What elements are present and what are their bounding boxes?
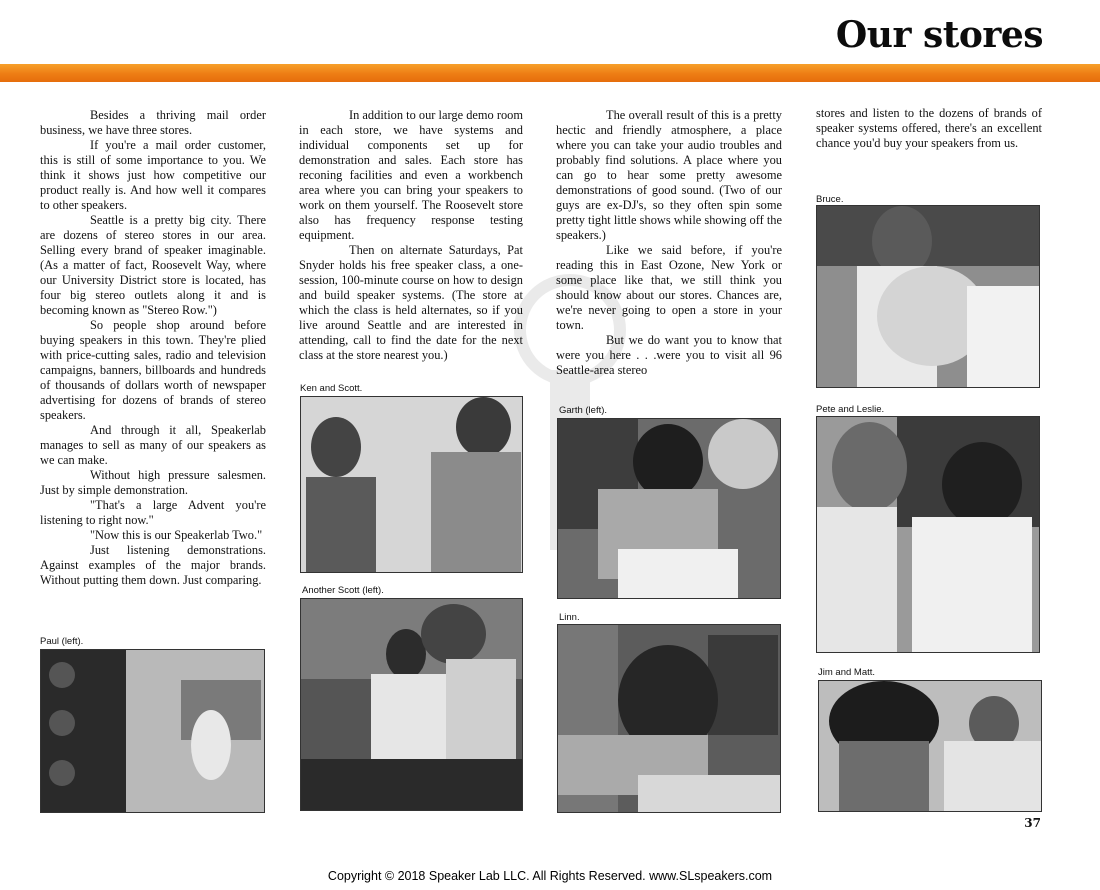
photo-ken-scott bbox=[300, 396, 523, 573]
paragraph: And through it all, Speakerlab manages to sell as many of our speakers as we can make. bbox=[40, 423, 266, 467]
paragraph: Seattle is a pretty big city. There are dozens of stereo stores in our area. Selling every brand of speaker imaginable. (As a matter of fact, Roosevelt Way, where our University District store is located, has four big stereo outlets along it and is becoming known as "Stereo Row.") bbox=[40, 213, 266, 317]
paragraph: Without high pressure salesmen. Just by simple demonstration. bbox=[40, 468, 266, 497]
photo-linn bbox=[557, 624, 781, 813]
caption-paul: Paul (left). bbox=[40, 636, 84, 647]
text-column-3 bbox=[556, 108, 782, 378]
paragraph: Besides a thriving mail order business, we have three stores. bbox=[40, 108, 266, 137]
photo-paul bbox=[40, 649, 265, 813]
orange-header-band bbox=[0, 64, 1100, 82]
paragraph: "Now this is our Speakerlab Two." bbox=[90, 528, 263, 542]
caption-jim-matt: Jim and Matt. bbox=[818, 667, 876, 678]
photo-bruce bbox=[816, 205, 1040, 388]
paragraph: So people shop around before buying speakers in this town. They're plied with price-cutting sales, radio and television campaigns, banners, billboards and hundreds of thousands of dollars worth of newspaper advertising for dozens of brands of stereo speakers. bbox=[40, 318, 266, 422]
paragraph: "That's a large Advent you're listening to right now." bbox=[40, 498, 266, 527]
paragraph: Like we said before, if you're reading this in East Ozone, New York or some place like that, we still think you should know about our stores. Chances are, we're never going to open a store in your town. bbox=[556, 243, 782, 332]
paragraph: If you're a mail order customer, this is still of some importance to you. We think it shows just how competitive our product really is. And how well it compares to other speakers. bbox=[40, 138, 266, 212]
text-column-2 bbox=[299, 108, 523, 363]
copyright-footer: Copyright © 2018 Speaker Lab LLC. All Rights Reserved. www.SLspeakers.com bbox=[327, 869, 773, 883]
paragraph: The overall result of this is a pretty hectic and friendly atmosphere, a place where you can take your audio troubles and probably find solutions. A place where you can go to hear some pretty awesome demonstrations of good sound. (Two of our guys are ex-DJ's, so they often spin some pretty tight little shows while showing off the speakers.) bbox=[556, 108, 782, 242]
paragraph: In addition to our large demo room in each store, we have systems and individual components set up for demonstration and sales. Each store has reconing facilities and even a workbench area where you can bring your speakers to work on them yourself. The Roosevelt store also has frequency response testing equipment. bbox=[299, 108, 523, 242]
page-number: 37 bbox=[1024, 816, 1041, 830]
page-title: Our stores bbox=[835, 14, 1043, 56]
paragraph: Then on alternate Saturdays, Pat Snyder holds his free speaker class, a one-session, 100-minute course on how to design and build speaker systems. (The store at which the class is held alternates, so if you live around Seattle and are interested in attending, call to find the date for the next class at the store nearest you.) bbox=[299, 243, 523, 362]
paragraph: Just listening demonstrations. Against examples of the major brands. Without putting them down. Just comparing. bbox=[40, 543, 266, 587]
paragraph: But we do want you to know that were you here . . .were you to visit all 96 Seattle-area stereo bbox=[556, 333, 782, 377]
photo-another-scott bbox=[300, 598, 523, 811]
caption-garth: Garth (left). bbox=[559, 405, 608, 416]
photo-pete-leslie bbox=[816, 416, 1040, 653]
caption-bruce: Bruce. bbox=[816, 194, 844, 205]
caption-linn: Linn. bbox=[559, 612, 580, 623]
photo-garth bbox=[557, 418, 781, 599]
caption-pete-leslie: Pete and Leslie. bbox=[816, 404, 885, 415]
caption-another-scott: Another Scott (left). bbox=[302, 585, 384, 596]
photo-jim-matt bbox=[818, 680, 1042, 812]
text-column-1 bbox=[40, 108, 266, 588]
paragraph: stores and listen to the dozens of brands of speaker systems offered, there's an excellent chance you'd buy your speakers from us. bbox=[816, 106, 1042, 150]
text-column-4 bbox=[816, 106, 1042, 151]
caption-ken-scott: Ken and Scott. bbox=[300, 383, 363, 394]
